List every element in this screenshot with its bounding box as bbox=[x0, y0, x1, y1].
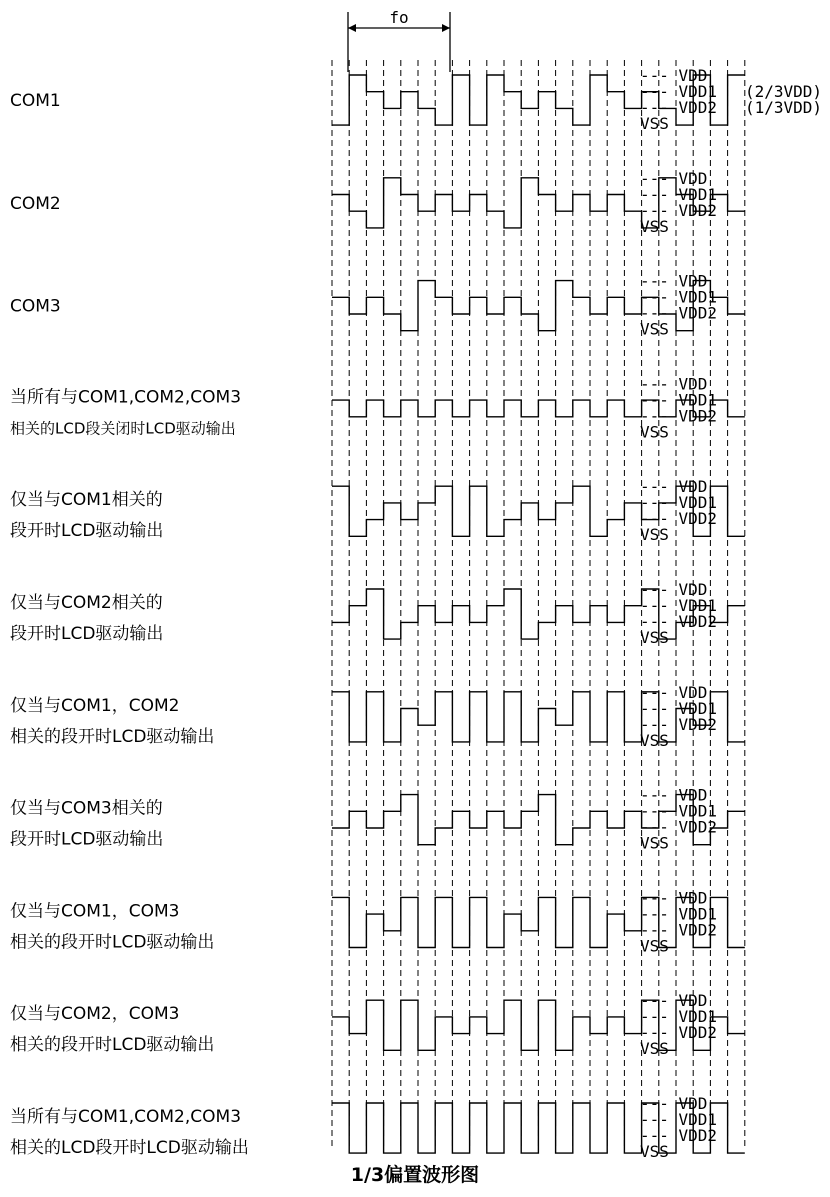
level-label-vss: VSS bbox=[640, 730, 669, 750]
row-label-line: 仅当与COM1，COM2 bbox=[10, 695, 180, 716]
level-label-vss: VSS bbox=[640, 1142, 669, 1160]
level-label-vss: VSS bbox=[640, 114, 669, 133]
row-label-line: 段开时LCD驱动输出 bbox=[10, 521, 164, 542]
level-note: (2/3VDD) bbox=[745, 82, 823, 101]
level-label-vdd1: --- VDD1 bbox=[640, 493, 718, 513]
level-label-vss: VSS bbox=[640, 1039, 669, 1059]
row-seg-all-off bbox=[10, 374, 745, 441]
level-label-vdd1: --- VDD1 bbox=[640, 390, 718, 410]
figure-caption: 1/3偏置波形图 bbox=[350, 1164, 480, 1186]
level-label-vdd: --- VDD bbox=[640, 271, 708, 291]
level-label-vdd1: --- VDD1 bbox=[640, 287, 718, 307]
level-label-vdd: --- VDD bbox=[640, 785, 708, 805]
level-note: (1/3VDD) bbox=[745, 98, 823, 117]
row-seg-com1 bbox=[10, 477, 745, 544]
row-com1 bbox=[10, 66, 822, 133]
row-label-line: 仅当与COM2，COM3 bbox=[10, 1004, 180, 1025]
row-label-line: 相关的段开时LCD驱动输出 bbox=[10, 932, 215, 953]
row-label-line: 仅当与COM1相关的 bbox=[10, 490, 163, 511]
level-label-vdd: --- VDD bbox=[640, 477, 708, 497]
row-label-line: 段开时LCD驱动输出 bbox=[10, 624, 164, 644]
level-label-vdd: --- VDD bbox=[640, 168, 708, 188]
level-label-vdd1: --- VDD1 bbox=[640, 1110, 718, 1129]
row-label-line: 段开时LCD驱动输出 bbox=[10, 829, 164, 850]
period-label: fo bbox=[389, 8, 409, 27]
row-seg-com2 bbox=[10, 580, 745, 647]
row-label-line: 相关的LCD段关闭时LCD驱动输出 bbox=[10, 419, 236, 438]
row-label-line: 当所有与COM1,COM2,COM3 bbox=[10, 1107, 242, 1127]
level-label-vdd2: --- VDD2 bbox=[640, 406, 718, 426]
level-label-vdd2: --- VDD2 bbox=[640, 714, 718, 734]
level-label-vdd: --- VDD bbox=[640, 1094, 708, 1113]
level-label-vdd2: --- VDD2 bbox=[640, 200, 718, 220]
row-label: COM1 bbox=[10, 91, 61, 111]
level-label-vdd2: --- VDD2 bbox=[640, 509, 718, 529]
level-label-vdd1: --- VDD1 bbox=[640, 801, 718, 821]
level-label-vdd2: --- VDD2 bbox=[640, 1023, 718, 1043]
level-label-vss: VSS bbox=[640, 525, 669, 545]
level-label-vss: VSS bbox=[640, 833, 669, 853]
level-label-vss: VSS bbox=[640, 628, 669, 647]
level-label-vss: VSS bbox=[640, 936, 669, 956]
level-label-vdd1: --- VDD1 bbox=[640, 904, 718, 924]
row-seg-all-on bbox=[10, 1094, 745, 1160]
level-label-vdd2: --- VDD2 bbox=[640, 920, 718, 940]
row-label-line: 相关的段开时LCD驱动输出 bbox=[10, 726, 215, 747]
level-label-vdd1: --- VDD1 bbox=[640, 1007, 718, 1027]
row-seg-com1-com2 bbox=[10, 683, 745, 750]
level-label-vss: VSS bbox=[640, 422, 669, 442]
row-label-line: 仅当与COM2相关的 bbox=[10, 593, 163, 613]
row-com3 bbox=[10, 272, 745, 339]
row-label-line: 相关的段开时LCD驱动输出 bbox=[10, 1035, 215, 1056]
row-seg-com1-com3 bbox=[10, 888, 745, 955]
level-label-vss: VSS bbox=[640, 216, 669, 236]
level-label-vdd: --- VDD bbox=[640, 888, 708, 908]
level-label-vdd: --- VDD bbox=[640, 991, 708, 1011]
level-label-vdd: --- VDD bbox=[640, 682, 708, 702]
row-seg-com3 bbox=[10, 786, 745, 853]
level-label-vdd: --- VDD bbox=[640, 66, 708, 85]
level-label-vdd1: --- VDD1 bbox=[640, 184, 718, 204]
level-label-vdd1: --- VDD1 bbox=[640, 82, 718, 101]
row-label-line: 仅当与COM3相关的 bbox=[10, 798, 163, 819]
level-label-vdd: --- VDD bbox=[640, 374, 708, 394]
row-label-line: 当所有与COM1,COM2,COM3 bbox=[10, 387, 242, 408]
level-label-vdd2: --- VDD2 bbox=[640, 1126, 718, 1145]
level-label-vdd1: --- VDD1 bbox=[640, 698, 718, 718]
row-seg-com2-com3 bbox=[10, 991, 745, 1058]
level-label-vdd2: --- VDD2 bbox=[640, 817, 718, 837]
row-com2 bbox=[10, 169, 745, 236]
level-label-vdd2: --- VDD2 bbox=[640, 612, 718, 631]
row-label-line: 相关的LCD段开时LCD驱动输出 bbox=[10, 1138, 249, 1158]
level-label-vdd2: --- VDD2 bbox=[640, 98, 718, 117]
waveform-rows bbox=[10, 66, 822, 1160]
level-label-vdd2: --- VDD2 bbox=[640, 303, 718, 323]
row-label-line: 仅当与COM1，COM3 bbox=[10, 901, 180, 922]
level-label-vdd1: --- VDD1 bbox=[640, 596, 718, 615]
row-label: COM2 bbox=[10, 193, 61, 214]
row-label: COM3 bbox=[10, 296, 61, 317]
level-label-vdd: --- VDD bbox=[640, 580, 708, 599]
level-label-vss: VSS bbox=[640, 319, 669, 339]
